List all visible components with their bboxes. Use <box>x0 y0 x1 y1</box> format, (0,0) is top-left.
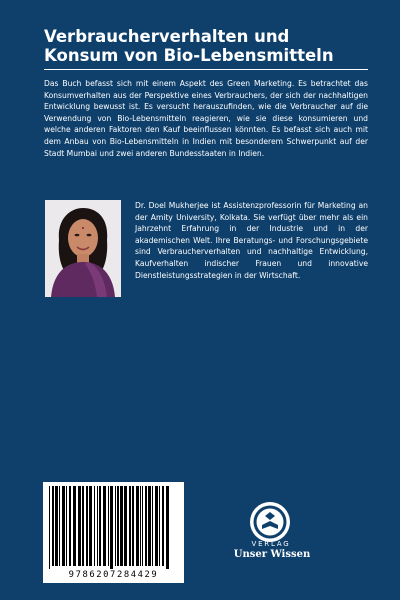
barcode-bar <box>89 486 92 566</box>
barcode-bar <box>59 486 60 566</box>
barcode-bar <box>129 486 131 566</box>
barcode-bar <box>142 486 143 566</box>
author-bio: Dr. Doel Mukherjee ist Assistenzprofessorin für Marketing an der Amity University, Kolkata. Sie verfügt über mehr als ein Jahrzehnt Erfahrung in der Industrie und in der akademischen Welt. Ihre Beratungs- und Forschungsgebiete sind Verbraucherverhalten und nachhaltige Entwicklung, Kaufverhalten indischer Frauen und innovative Dienstleistungsstrategien in der Wirtschaft. <box>135 201 368 280</box>
barcode-bar <box>140 486 141 566</box>
isbn-number: 9786207284429 <box>43 569 184 583</box>
title-line-2: Konsum von Bio-Lebensmitteln <box>44 46 334 65</box>
barcode-bar <box>94 486 95 566</box>
barcode-bar <box>82 486 84 566</box>
barcode-bar <box>55 486 58 566</box>
barcode-bar <box>145 486 147 566</box>
author-portrait-image <box>45 200 121 297</box>
barcode-bar <box>99 486 101 566</box>
publisher-logo-icon <box>249 501 291 543</box>
book-abstract: Das Buch befasst sich mit einem Aspekt des Green Marketing. Es betrachtet das Konsumverhalten aus der Perspektive eines Verbrauchers, der sich der nachhaltigen Entwicklung bewusst ist. Es versucht herauszufinden, wie die Verbraucher auf die Verwendung von Bio-Lebensmitteln reagieren, wie sie diese konsumieren und welche anderen Faktoren den Kauf beeinflussen könnten. Es befasst sich auch mit dem Anbau von Bio-Lebensmitteln in Indien mit besonderem Schwerpunkt auf der Stadt Mumbai und zwei anderen Bundesstaaten in Indien. <box>44 79 368 158</box>
barcode-bar <box>136 486 139 566</box>
barcode-bar <box>152 486 153 566</box>
barcode-bar <box>73 486 76 566</box>
barcode-bar <box>148 486 151 566</box>
verlag-label: VERLAG <box>251 540 291 548</box>
author-photo <box>45 200 121 297</box>
barcode-bar <box>117 486 119 566</box>
publisher-name: Unser Wissen <box>233 549 311 560</box>
barcode-bar <box>66 486 67 566</box>
barcode-bars <box>43 482 184 570</box>
isbn-barcode <box>43 482 184 570</box>
barcode-bar <box>115 486 116 566</box>
barcode-bar <box>166 486 169 570</box>
barcode-bar <box>78 486 81 566</box>
barcode-bar <box>124 486 127 566</box>
title-line-1: Verbraucherverhalten und <box>44 27 290 46</box>
barcode-bar <box>49 486 50 570</box>
barcode-bar <box>69 486 71 566</box>
barcode-bar <box>155 486 158 566</box>
barcode-bar <box>159 486 160 566</box>
barcode-bar <box>62 486 65 566</box>
barcode-bar <box>120 486 123 566</box>
barcode-bar <box>110 486 113 570</box>
barcode-bar <box>97 486 98 566</box>
barcode-bar <box>103 486 106 566</box>
barcode-bar <box>52 486 54 566</box>
barcode-bar <box>108 486 109 566</box>
book-title <box>44 27 374 65</box>
barcode-bar <box>86 486 88 566</box>
barcode-bar <box>162 486 164 566</box>
barcode-bar <box>132 486 134 566</box>
title-divider <box>44 69 368 70</box>
